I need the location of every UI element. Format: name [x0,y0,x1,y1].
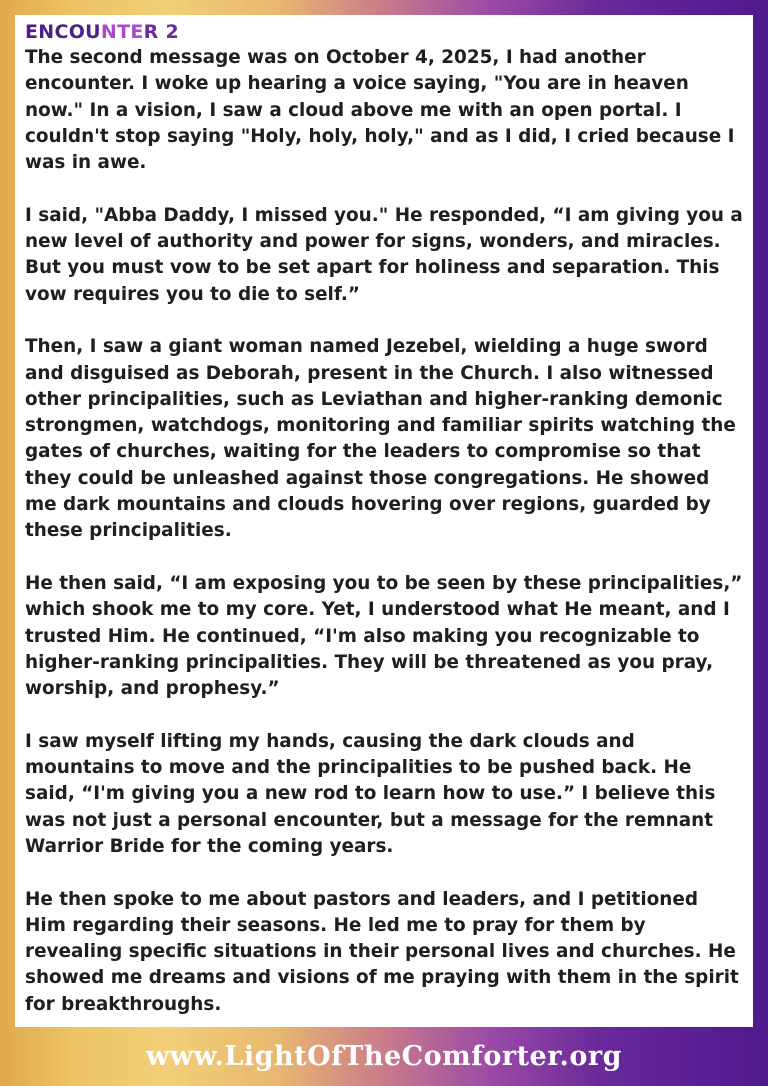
paragraph-6: He then spoke to me about pastors and leaders, and I petitioned Him regarding their seasons. He led me to pray for them by revealing specific situations in their personal lives and churches. He showed me dreams and visions of me praying with them in the spirit for breakthroughs. [25,888,739,1015]
paragraph-1: The second message was on October 4, 2025, I had another encounter. I woke up hearing a voice saying, "You are in heaven now." In a vision, I saw a cloud above me with an open portal. I couldn't stop saying "Holy, holy, holy," and as I did, I cried because I was in awe. [25,47,735,174]
heading-part-3: R 2 [143,21,180,43]
heading-part-1: ENCOU [25,21,101,43]
website-url-footer: www.LightOfTheComforter.org [146,1041,622,1072]
paragraph-4: He then said, “I am exposing you to be seen by these principalities,” which shook me to my core. Yet, I understood what He meant, and I trusted Him. He continued, “I'm also making you recognizable to higher-ranking principalities. They will be threatened as you pray, worship, and prophesy.” [25,572,743,700]
paragraph-3: Then, I saw a giant woman named Jezebel, wielding a huge sword and disguised as Deborah, present in the Church. I also witnessed other principalities, such as Leviathan and higher-ranking demonic strongmen, watchdogs, monitoring and familiar spirits watching the gates of churches, waiting for the leaders to compromise so that they could be unleashed against those congregations. He showed me dark mountains and clouds hovering over regions, guarded by these principalities. [25,336,736,542]
paragraph-5: I saw myself lifting my hands, causing the dark clouds and mountains to move and the principalities to be pushed back. He said, “I'm giving you a new rod to learn how to use.” I believe this was not just a personal encounter, but a message for the remnant Warrior Bride for the coming years. [25,730,716,857]
content-card [15,15,753,1027]
paragraph-2: I said, "Abba Daddy, I missed you." He responded, “I am giving you a new level of authority and power for signs, wonders, and miracles. But you must vow to be set apart for holiness and separation. This vow requires you to die to self.” [25,204,743,305]
heading-part-2: NTE [100,21,144,43]
encounter-heading [25,19,743,45]
